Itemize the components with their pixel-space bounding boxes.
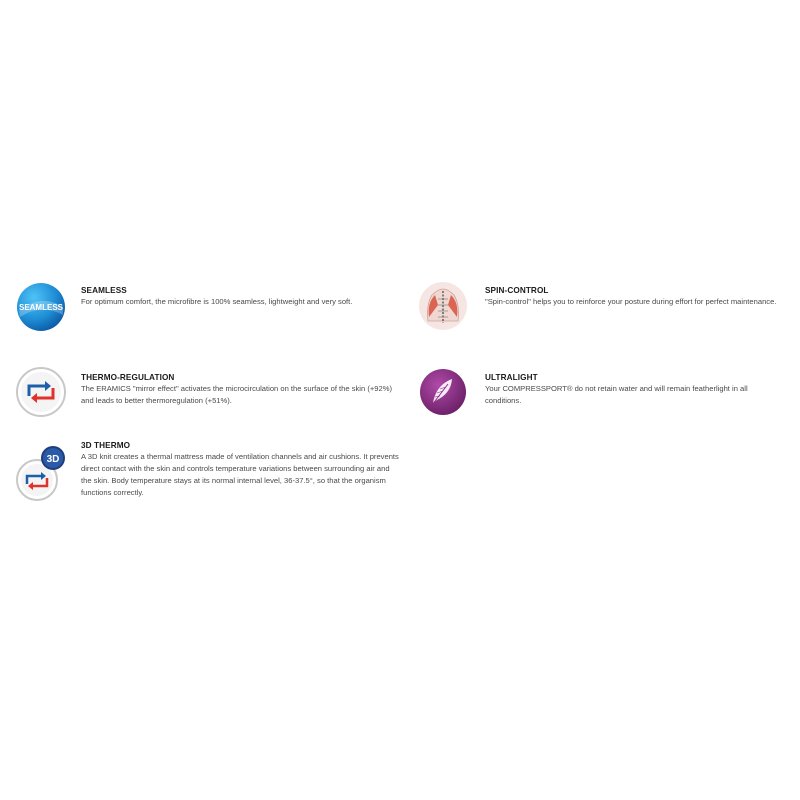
feature-title: THERMO-REGULATION	[81, 373, 175, 382]
feature-3d-thermo	[15, 440, 399, 510]
3d-thermo-icon	[15, 444, 67, 504]
feature-seamless	[15, 285, 395, 335]
feature-description: For optimum comfort, the microfibre is 100% seamless, lightweight and very soft.	[81, 297, 353, 306]
feather-icon	[418, 367, 468, 417]
feature-title: ULTRALIGHT	[485, 373, 538, 382]
spine-back-icon	[418, 281, 468, 331]
feature-description: The ERAMICS "mirror effect" activates the microcirculation on the surface of the skin (+92%) and leads to better thermoregulation (+51%).	[81, 384, 393, 405]
seamless-badge-text: SEAMLESS	[18, 303, 64, 312]
feature-thermo-regulation	[15, 372, 395, 422]
feature-ultralight	[418, 372, 788, 422]
feature-title: SEAMLESS	[81, 286, 127, 295]
feature-title: 3D THERMO	[81, 441, 131, 450]
thermo-regulation-arrows-icon	[15, 366, 67, 418]
feature-description: "Spin-control" helps you to reinforce your posture during effort for perfect maintenance.	[485, 297, 777, 306]
feature-spin-control	[418, 285, 788, 335]
feature-description: A 3D knit creates a thermal mattress made of ventilation channels and air cushions. It prevents direct contact with the skin and controls temperature variations between surrounding air and the skin. Body temperature stays at its normal internal level, 36-37.5°, so that the organism functions correctly.	[81, 452, 399, 497]
3d-badge-text: 3D	[46, 454, 60, 465]
seamless-badge-icon	[15, 281, 67, 333]
feature-description: Your COMPRESSPORT® do not retain water and will remain featherlight in all conditions.	[485, 384, 748, 405]
feature-title: SPIN-CONTROL	[485, 286, 549, 295]
